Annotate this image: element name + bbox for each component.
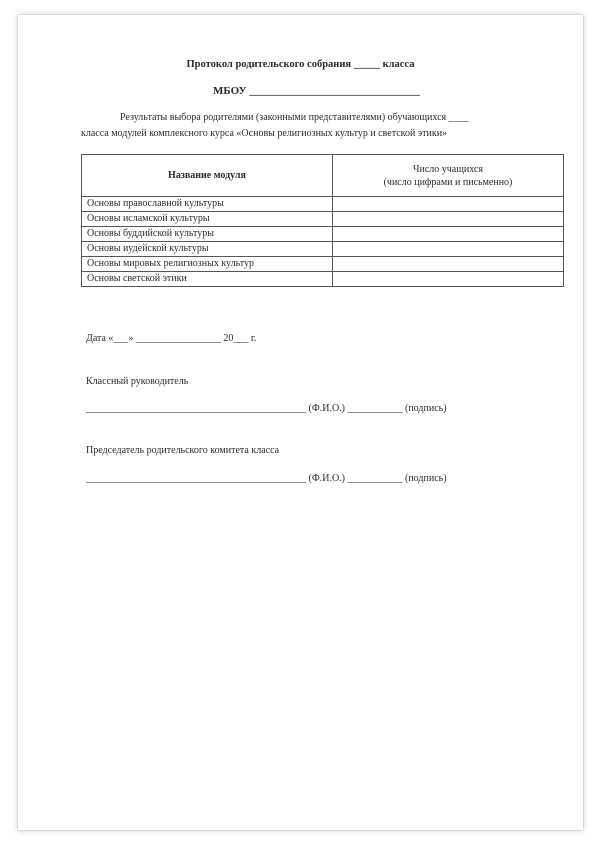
student-count-header — [333, 155, 564, 197]
student-count-cell — [333, 212, 564, 227]
document-title: Протокол родительского собрания _____ класса — [186, 59, 415, 70]
module-name-cell: Основы светской этики — [82, 272, 333, 287]
modules-table — [81, 154, 564, 287]
chair-signature-line: ____________________________________________ (Ф.И.О.) ___________ (подпись) — [86, 473, 447, 484]
school-line: МБОУ _______________________________ — [213, 85, 420, 97]
student-count-header-title: Число учащихся — [412, 163, 484, 175]
student-count-cell — [333, 242, 564, 257]
student-count-cell — [333, 227, 564, 242]
document-page — [18, 15, 583, 830]
module-name-cell: Основы мировых религиозных культур — [82, 257, 333, 272]
module-name-cell: Основы буддийской культуры — [82, 227, 333, 242]
intro-line-1: Результаты выбора родителями (законными представителями) обучающихся ____ — [120, 112, 469, 123]
table-row — [82, 257, 564, 272]
table-row — [82, 197, 564, 212]
intro-line-2: класса модулей комплексного курса «Основы религиозных культур и светской этики» — [81, 128, 448, 139]
student-count-cell — [333, 197, 564, 212]
table-row — [82, 227, 564, 242]
table-row — [82, 242, 564, 257]
table-row — [82, 272, 564, 287]
module-name-header: Название модуля — [82, 155, 333, 197]
student-count-cell — [333, 257, 564, 272]
student-count-header-note: (число цифрами и письменно) — [383, 176, 513, 188]
chair-label: Председатель родительского комитета класса — [86, 445, 280, 456]
table-row — [82, 212, 564, 227]
date-line: Дата «___» _________________ 20___ г. — [86, 333, 257, 344]
module-name-cell: Основы исламской культуры — [82, 212, 333, 227]
teacher-label: Классный руководитель — [86, 376, 189, 387]
module-name-cell: Основы иудейской культуры — [82, 242, 333, 257]
module-name-cell: Основы православной культуры — [82, 197, 333, 212]
student-count-cell — [333, 272, 564, 287]
teacher-signature-line: ____________________________________________ (Ф.И.О.) ___________ (подпись) — [86, 403, 447, 414]
table-header-row — [82, 155, 564, 197]
